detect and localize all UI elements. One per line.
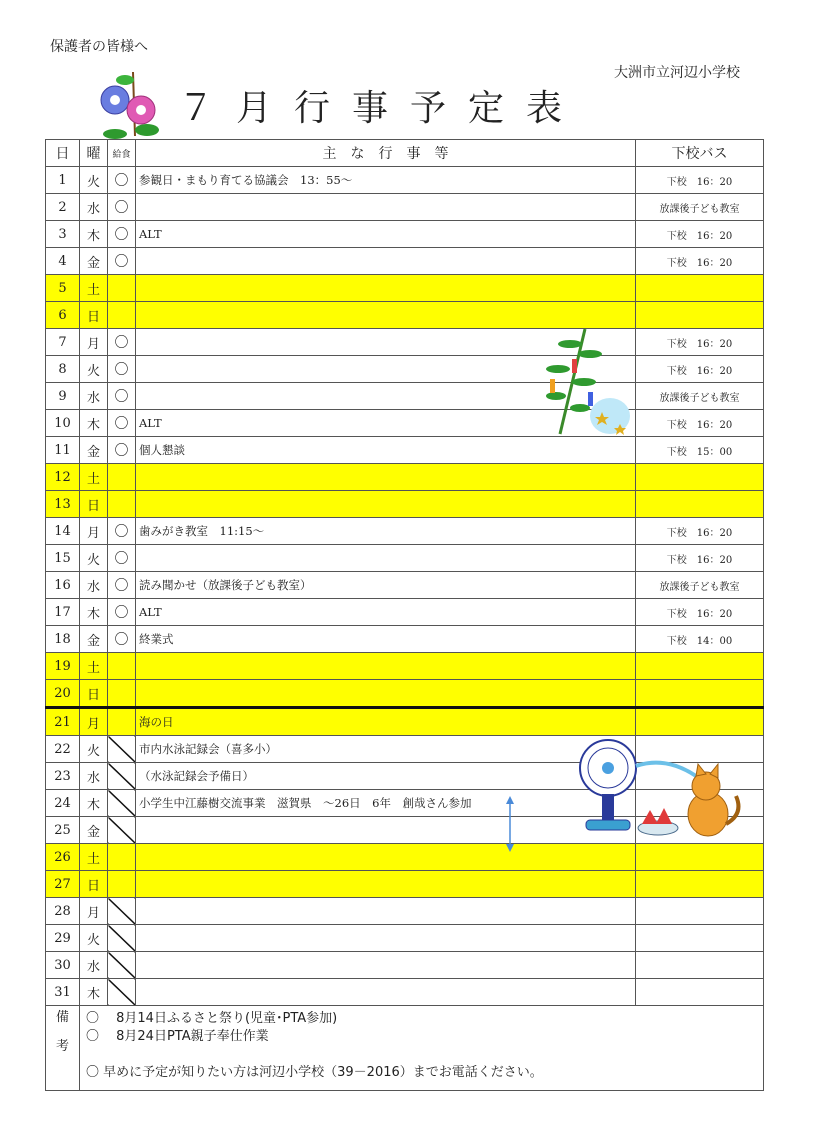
note-line <box>86 1046 757 1064</box>
event-cell: 小学生中江藤樹交流事業 滋賀県 ～26日 6年 創哉さん参加 <box>136 790 636 817</box>
event-cell: （水泳記録会予備日） <box>136 763 636 790</box>
event-cell: 歯みがき教室 11:15～ <box>136 518 636 545</box>
bus-cell <box>636 464 764 491</box>
event-cell: 個人懇談 <box>136 437 636 464</box>
day-cell: 16 <box>46 572 80 599</box>
day-cell: 21 <box>46 708 80 736</box>
weekday-cell: 水 <box>80 383 108 410</box>
weekday-cell: 金 <box>80 437 108 464</box>
lunch-cell: 〇 <box>108 329 136 356</box>
day-cell: 24 <box>46 790 80 817</box>
schedule-table <box>45 139 764 1091</box>
lunch-cell: 〇 <box>108 194 136 221</box>
table-row <box>46 545 764 572</box>
day-cell: 7 <box>46 329 80 356</box>
day-cell: 31 <box>46 979 80 1006</box>
weekday-cell: 木 <box>80 790 108 817</box>
day-cell: 2 <box>46 194 80 221</box>
weekday-cell: 土 <box>80 844 108 871</box>
event-cell: 市内水泳記録会（喜多小） <box>136 736 636 763</box>
table-row <box>46 410 764 437</box>
header-lunch: 給食 <box>108 140 136 167</box>
lunch-cell <box>108 680 136 708</box>
lunch-cell <box>108 979 136 1006</box>
event-cell <box>136 925 636 952</box>
table-row <box>46 275 764 302</box>
table-row <box>46 329 764 356</box>
day-cell: 26 <box>46 844 80 871</box>
weekday-cell: 月 <box>80 708 108 736</box>
weekday-cell: 木 <box>80 221 108 248</box>
weekday-cell: 水 <box>80 194 108 221</box>
day-cell: 25 <box>46 817 80 844</box>
bus-cell <box>636 844 764 871</box>
bus-cell: 下校 14：00 <box>636 626 764 653</box>
bus-cell: 下校 16：20 <box>636 221 764 248</box>
lunch-cell: 〇 <box>108 356 136 383</box>
bus-cell: 放課後子ども教室 <box>636 194 764 221</box>
weekday-cell: 火 <box>80 925 108 952</box>
table-row <box>46 302 764 329</box>
weekday-cell: 水 <box>80 952 108 979</box>
event-cell <box>136 871 636 898</box>
lunch-cell <box>108 844 136 871</box>
table-row <box>46 383 764 410</box>
lunch-cell: 〇 <box>108 410 136 437</box>
table-row <box>46 871 764 898</box>
day-cell: 14 <box>46 518 80 545</box>
day-cell: 28 <box>46 898 80 925</box>
lunch-cell <box>108 302 136 329</box>
weekday-cell: 木 <box>80 410 108 437</box>
bus-cell: 下校 16：20 <box>636 248 764 275</box>
table-row <box>46 925 764 952</box>
lunch-cell: 〇 <box>108 167 136 194</box>
notes <box>80 1006 764 1091</box>
weekday-cell: 土 <box>80 275 108 302</box>
bus-cell <box>636 952 764 979</box>
bus-cell <box>636 491 764 518</box>
table-row <box>46 437 764 464</box>
day-cell: 4 <box>46 248 80 275</box>
bus-cell: 下校 16：20 <box>636 518 764 545</box>
bus-cell: 下校 16：20 <box>636 356 764 383</box>
day-cell: 10 <box>46 410 80 437</box>
weekday-cell: 木 <box>80 979 108 1006</box>
day-cell: 15 <box>46 545 80 572</box>
lunch-cell <box>108 491 136 518</box>
table-row <box>46 599 764 626</box>
lunch-cell: 〇 <box>108 248 136 275</box>
lunch-cell: 〇 <box>108 545 136 572</box>
range-arrow-icon <box>502 796 518 852</box>
event-cell <box>136 653 636 680</box>
weekday-cell: 金 <box>80 626 108 653</box>
weekday-cell: 火 <box>80 356 108 383</box>
day-cell: 12 <box>46 464 80 491</box>
bus-cell <box>636 898 764 925</box>
table-row <box>46 464 764 491</box>
table-row <box>46 248 764 275</box>
event-cell <box>136 898 636 925</box>
weekday-cell: 日 <box>80 680 108 708</box>
event-cell <box>136 491 636 518</box>
greeting: 保護者の皆様へ <box>50 39 148 55</box>
day-cell: 8 <box>46 356 80 383</box>
lunch-cell <box>108 790 136 817</box>
tanabata-bamboo-icon <box>540 324 630 444</box>
bus-cell: 下校 16：20 <box>636 545 764 572</box>
lunch-cell <box>108 275 136 302</box>
event-cell: ALT <box>136 221 636 248</box>
weekday-cell: 水 <box>80 572 108 599</box>
table-row <box>46 572 764 599</box>
lunch-cell <box>108 653 136 680</box>
table-row <box>46 167 764 194</box>
lunch-cell <box>108 925 136 952</box>
weekday-cell: 木 <box>80 599 108 626</box>
lunch-cell <box>108 763 136 790</box>
lunch-cell <box>108 898 136 925</box>
day-cell: 9 <box>46 383 80 410</box>
day-cell: 29 <box>46 925 80 952</box>
header-day: 日 <box>46 140 80 167</box>
lunch-cell <box>108 871 136 898</box>
event-cell <box>136 844 636 871</box>
lunch-cell <box>108 952 136 979</box>
table-row <box>46 221 764 248</box>
weekday-cell: 金 <box>80 817 108 844</box>
table-row <box>46 680 764 708</box>
table-row <box>46 708 764 736</box>
table-row <box>46 979 764 1006</box>
weekday-cell: 月 <box>80 898 108 925</box>
day-cell: 18 <box>46 626 80 653</box>
event-cell: ALT <box>136 599 636 626</box>
bus-cell <box>636 302 764 329</box>
bus-cell <box>636 979 764 1006</box>
event-cell: 読み聞かせ（放課後子ども教室） <box>136 572 636 599</box>
lunch-cell: 〇 <box>108 572 136 599</box>
bus-cell <box>636 708 764 736</box>
day-cell: 3 <box>46 221 80 248</box>
weekday-cell: 水 <box>80 763 108 790</box>
weekday-cell: 土 <box>80 464 108 491</box>
bus-cell: 下校 16：20 <box>636 599 764 626</box>
day-cell: 13 <box>46 491 80 518</box>
day-cell: 19 <box>46 653 80 680</box>
event-cell <box>136 545 636 572</box>
weekday-cell: 日 <box>80 302 108 329</box>
lunch-cell <box>108 708 136 736</box>
bus-cell <box>636 653 764 680</box>
event-cell: 海の日 <box>136 708 636 736</box>
weekday-cell: 火 <box>80 736 108 763</box>
lunch-cell <box>108 464 136 491</box>
bus-cell <box>636 680 764 708</box>
event-cell <box>136 275 636 302</box>
weekday-cell: 月 <box>80 329 108 356</box>
bus-cell: 放課後子ども教室 <box>636 383 764 410</box>
lunch-cell: 〇 <box>108 626 136 653</box>
header-bus: 下校バス <box>636 140 764 167</box>
weekday-cell: 日 <box>80 491 108 518</box>
weekday-cell: 火 <box>80 545 108 572</box>
weekday-cell: 土 <box>80 653 108 680</box>
bus-cell: 下校 16：20 <box>636 167 764 194</box>
event-cell <box>136 952 636 979</box>
morning-glory-icon <box>95 70 165 140</box>
day-cell: 23 <box>46 763 80 790</box>
summer-fan-cat-icon <box>576 736 746 840</box>
header-events: 主 な 行 事 等 <box>136 140 636 167</box>
table-row <box>46 952 764 979</box>
lunch-cell <box>108 817 136 844</box>
lunch-cell: 〇 <box>108 221 136 248</box>
table-row <box>46 844 764 871</box>
lunch-cell: 〇 <box>108 599 136 626</box>
weekday-cell: 月 <box>80 518 108 545</box>
table-row <box>46 626 764 653</box>
event-cell <box>136 817 636 844</box>
table-row <box>46 356 764 383</box>
lunch-cell <box>108 736 136 763</box>
lunch-cell: 〇 <box>108 383 136 410</box>
table-row <box>46 518 764 545</box>
weekday-cell: 火 <box>80 167 108 194</box>
day-cell: 11 <box>46 437 80 464</box>
note-line: 〇 8月14日ふるさと祭り(児童･PTA参加) <box>86 1011 338 1026</box>
event-cell <box>136 680 636 708</box>
bus-cell: 放課後子ども教室 <box>636 572 764 599</box>
day-cell: 20 <box>46 680 80 708</box>
school-name: 大洲市立河辺小学校 <box>614 65 740 81</box>
lunch-cell: 〇 <box>108 437 136 464</box>
event-cell <box>136 464 636 491</box>
event-cell: 終業式 <box>136 626 636 653</box>
day-cell: 17 <box>46 599 80 626</box>
header-weekday: 曜 <box>80 140 108 167</box>
event-cell <box>136 979 636 1006</box>
table-row <box>46 491 764 518</box>
table-row <box>46 194 764 221</box>
day-cell: 30 <box>46 952 80 979</box>
day-cell: 27 <box>46 871 80 898</box>
event-cell: ALT <box>136 410 636 437</box>
note-line: 〇 早めに予定が知りたい方は河辺小学校（39－2016）までお電話ください。 <box>86 1065 543 1080</box>
bus-cell <box>636 275 764 302</box>
bus-cell <box>636 871 764 898</box>
notes-label <box>46 1006 80 1091</box>
event-cell: 参観日・まもり育てる協議会 13：55～ <box>136 167 636 194</box>
weekday-cell: 金 <box>80 248 108 275</box>
notes-label-1: 備 <box>55 1010 69 1025</box>
table-row <box>46 898 764 925</box>
event-cell <box>136 194 636 221</box>
event-cell <box>136 248 636 275</box>
page-title: ７月行事予定表 <box>178 88 585 129</box>
notes-label-2: 考 <box>55 1039 69 1054</box>
day-cell: 6 <box>46 302 80 329</box>
table-row <box>46 653 764 680</box>
bus-cell: 下校 15：00 <box>636 437 764 464</box>
day-cell: 1 <box>46 167 80 194</box>
bus-cell <box>636 925 764 952</box>
bus-cell: 下校 16：20 <box>636 329 764 356</box>
bus-cell: 下校 16：20 <box>636 410 764 437</box>
lunch-cell: 〇 <box>108 518 136 545</box>
weekday-cell: 日 <box>80 871 108 898</box>
day-cell: 5 <box>46 275 80 302</box>
day-cell: 22 <box>46 736 80 763</box>
note-line: 〇 8月24日PTA親子奉仕作業 <box>86 1029 269 1044</box>
